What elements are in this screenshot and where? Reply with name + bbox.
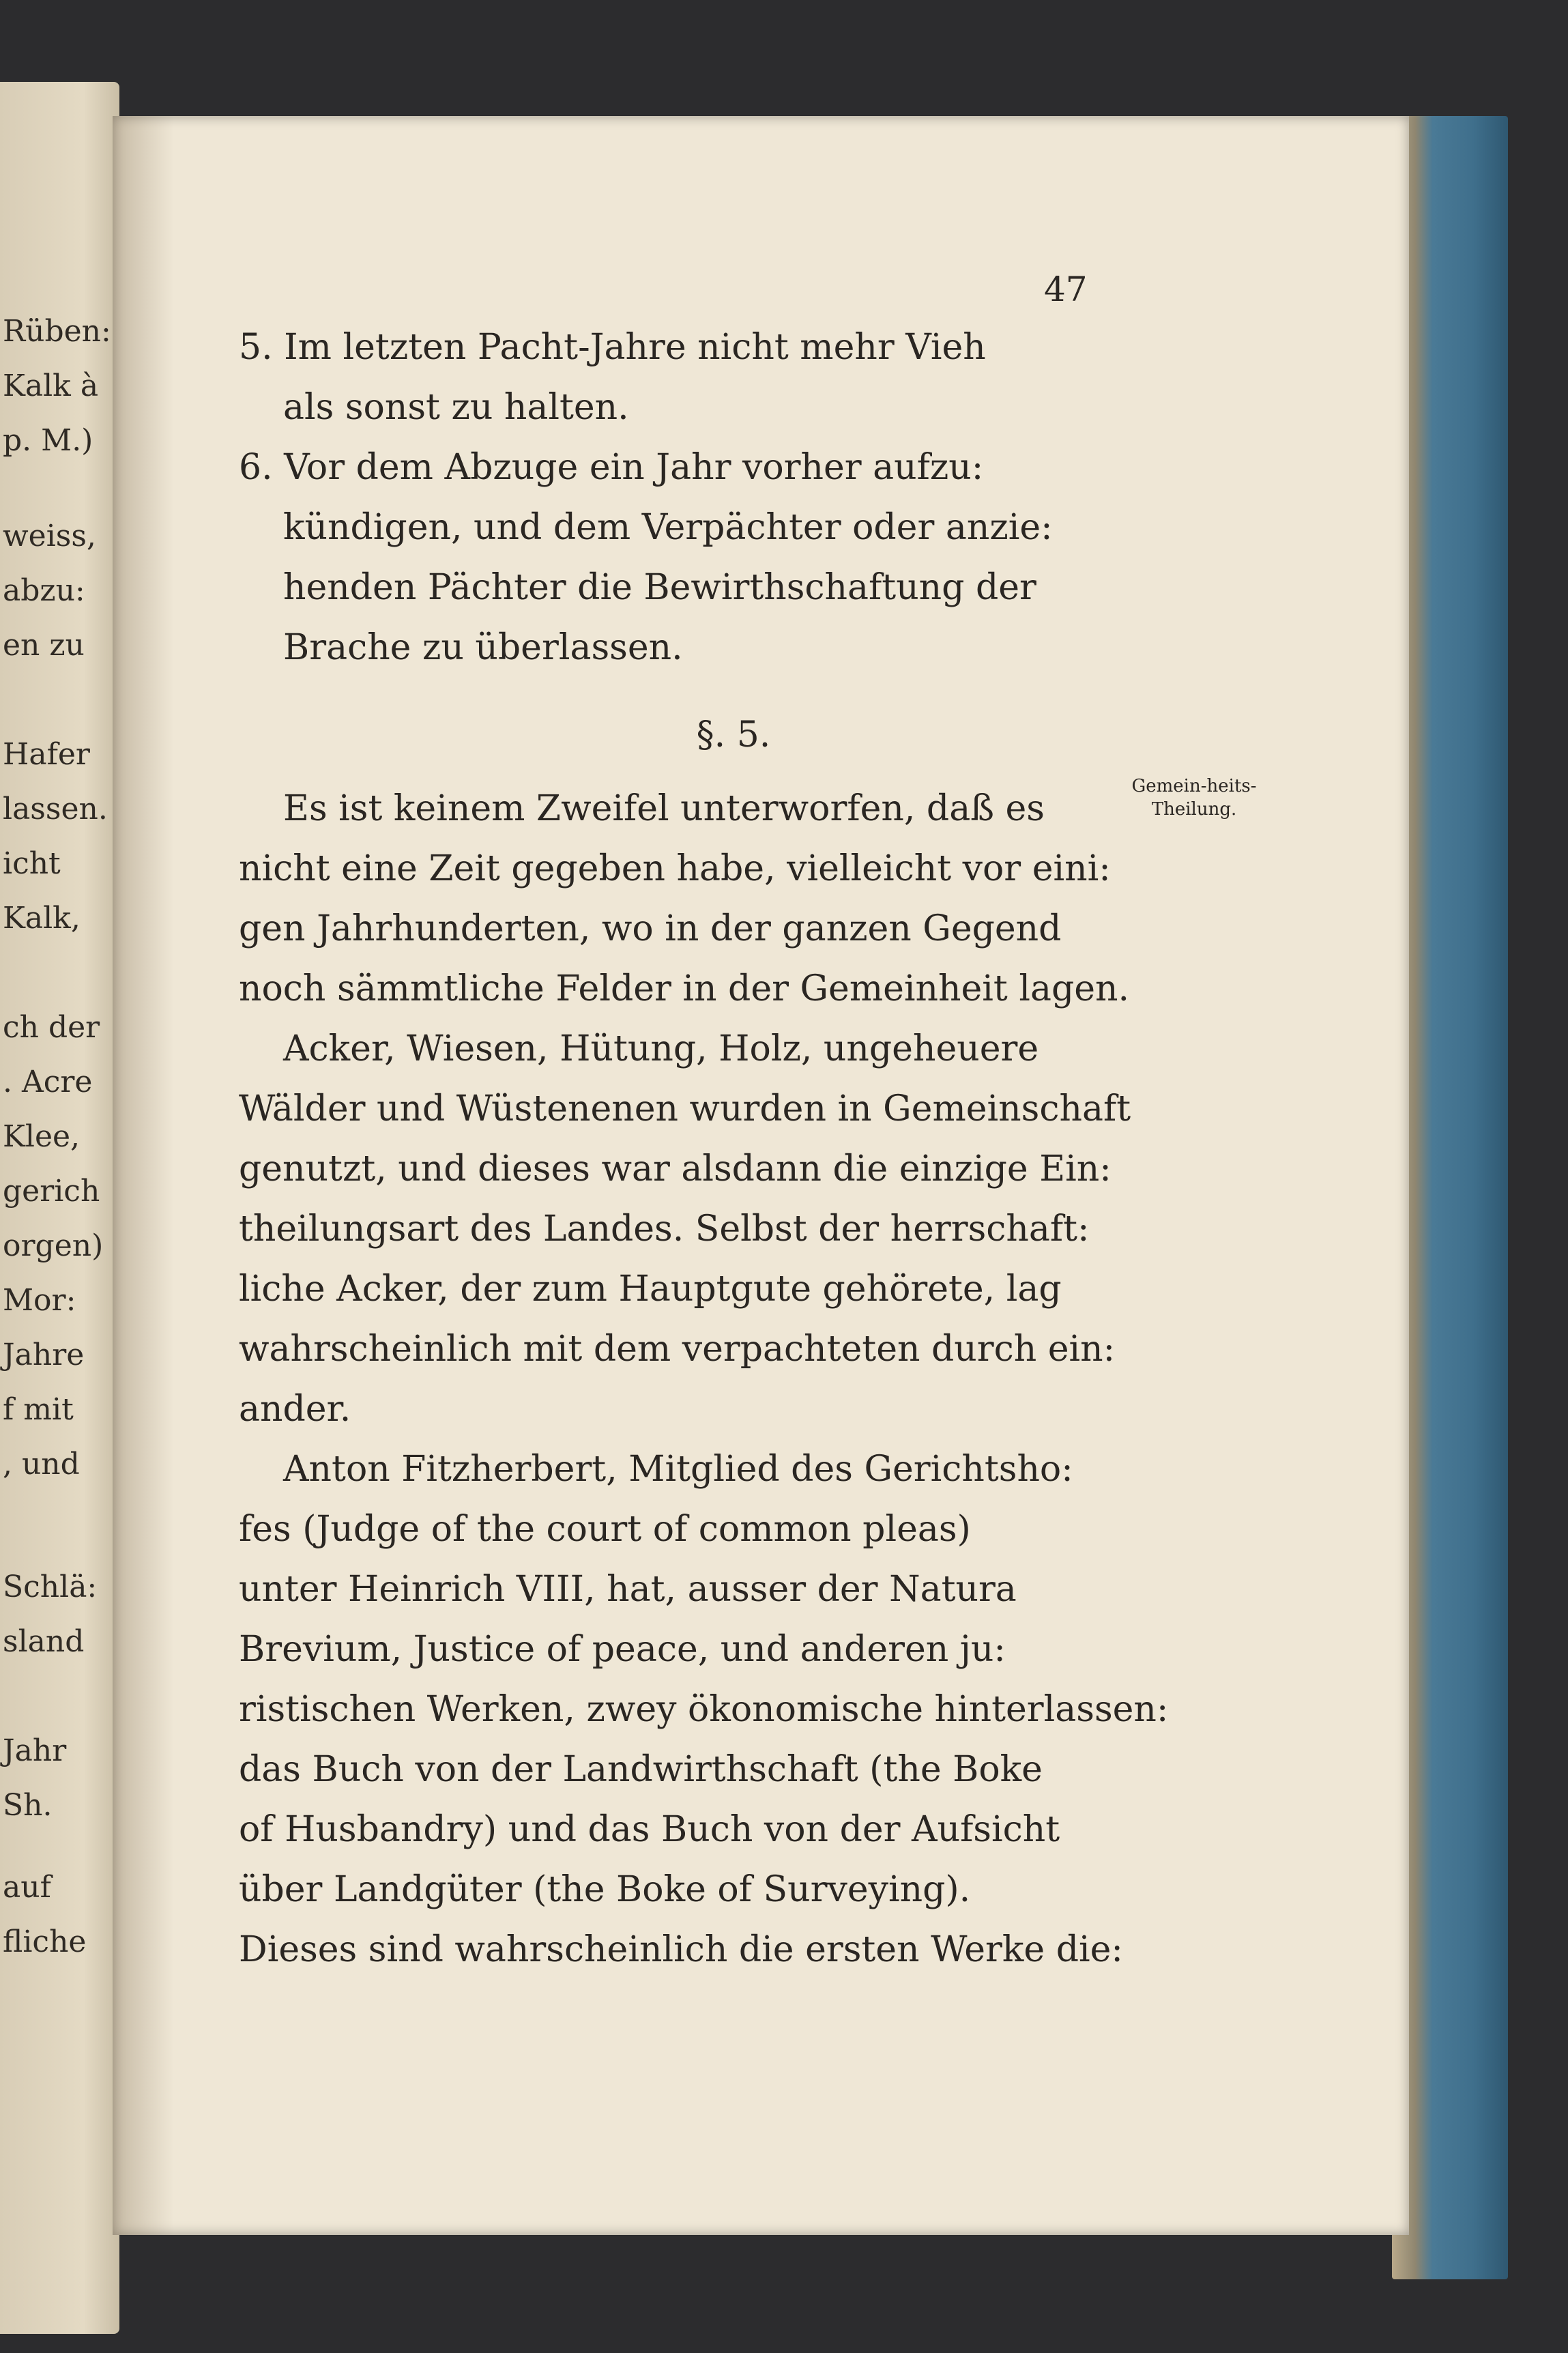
- facing-page-fragment: Sh.: [3, 1788, 53, 1823]
- facing-page-fragment: en zu: [3, 628, 85, 663]
- text-line: genutzt, und dieses war alsdann die einzige Ein:: [239, 1149, 1112, 1189]
- text-line: das Buch von der Landwirthschaft (the Boke: [239, 1749, 1043, 1790]
- facing-page-fragment: orgen): [3, 1228, 104, 1263]
- facing-page-fragment: Mor:: [3, 1283, 76, 1318]
- text-line: gen Jahrhunderten, wo in der ganzen Gegend: [239, 908, 1062, 949]
- facing-page-fragment: Rüben:: [3, 314, 111, 349]
- facing-page-fragment: fliche: [3, 1924, 87, 1959]
- facing-page-fragment: Jahr: [3, 1733, 67, 1768]
- text-line: Wälder und Wüstenenen wurden in Gemeinschaft: [239, 1088, 1131, 1129]
- facing-page-fragment: Klee,: [3, 1119, 81, 1154]
- text-line: unter Heinrich VIII, hat, ausser der Natura: [239, 1569, 1017, 1610]
- text-line: henden Pächter die Bewirthschaftung der: [283, 567, 1036, 608]
- facing-page-fragment: lassen.: [3, 792, 108, 826]
- facing-page-fragment: auf: [3, 1870, 51, 1905]
- gutter-shadow: [113, 116, 174, 2235]
- page-number: 47: [1044, 270, 1088, 309]
- text-line: kündigen, und dem Verpächter oder anzie:: [283, 507, 1053, 548]
- text-line: ander.: [239, 1389, 351, 1430]
- facing-page-fragment: Schlä:: [3, 1570, 98, 1604]
- facing-page-fragment: Jahre: [3, 1338, 85, 1372]
- text-line: wahrscheinlich mit dem verpachteten durch ein:: [239, 1329, 1116, 1370]
- facing-page-fragment: Kalk à: [3, 369, 99, 403]
- text-line: theilungsart des Landes. Selbst der herrschaft:: [239, 1209, 1090, 1250]
- facing-page-fragment: . Acre: [3, 1065, 93, 1099]
- text-line: Acker, Wiesen, Hütung, Holz, ungeheuere: [283, 1028, 1039, 1069]
- facing-page-fragment: Kalk,: [3, 901, 81, 936]
- facing-page-fragment: abzu:: [3, 573, 85, 608]
- text-line: ristischen Werken, zwey ökonomische hinterlassen:: [239, 1689, 1169, 1730]
- facing-page-fragment: sland: [3, 1624, 85, 1659]
- facing-page-fragment: Hafer: [3, 737, 90, 772]
- text-line: Dieses sind wahrscheinlich die ersten Werke die:: [239, 1929, 1123, 1970]
- text-line: Brache zu überlassen.: [283, 627, 683, 668]
- facing-page-fragment: icht: [3, 846, 61, 881]
- section-heading: §. 5.: [696, 714, 771, 755]
- facing-page-fragment: f mit: [3, 1392, 74, 1427]
- text-line: Es ist keinem Zweifel unterworfen, daß es: [283, 788, 1045, 829]
- text-line: Brevium, Justice of peace, und anderen ju:: [239, 1629, 1006, 1670]
- text-line: fes (Judge of the court of common pleas): [239, 1509, 971, 1550]
- book-page: [113, 116, 1409, 2235]
- text-line: Anton Fitzherbert, Mitglied des Gerichtsho:: [283, 1449, 1073, 1490]
- page-body: [239, 317, 1169, 1980]
- facing-page-fragment: ch der: [3, 1010, 100, 1045]
- text-line: als sonst zu halten.: [283, 387, 629, 428]
- text-line: of Husbandry) und das Buch von der Aufsicht: [239, 1809, 1060, 1850]
- text-line: liche Acker, der zum Hauptgute gehörete, lag: [239, 1269, 1062, 1310]
- facing-page-fragment: weiss,: [3, 519, 96, 553]
- facing-page-fragment: , und: [3, 1447, 80, 1482]
- margin-note: Gemein-heits-Theilung.: [1131, 776, 1257, 820]
- facing-page-fragment: p. M.): [3, 423, 93, 458]
- text-line: noch sämmtliche Felder in der Gemeinheit lagen.: [239, 968, 1130, 1009]
- text-line: 6. Vor dem Abzuge ein Jahr vorher aufzu:: [239, 447, 984, 488]
- text-line: nicht eine Zeit gegeben habe, vielleicht vor eini:: [239, 848, 1111, 889]
- text-line: 5. Im letzten Pacht-Jahre nicht mehr Vieh: [239, 327, 986, 368]
- facing-page: [0, 82, 119, 2334]
- book-cover-edge: [1392, 116, 1508, 2279]
- text-line: über Landgüter (the Boke of Surveying).: [239, 1869, 971, 1910]
- facing-page-fragment: gerich: [3, 1174, 100, 1209]
